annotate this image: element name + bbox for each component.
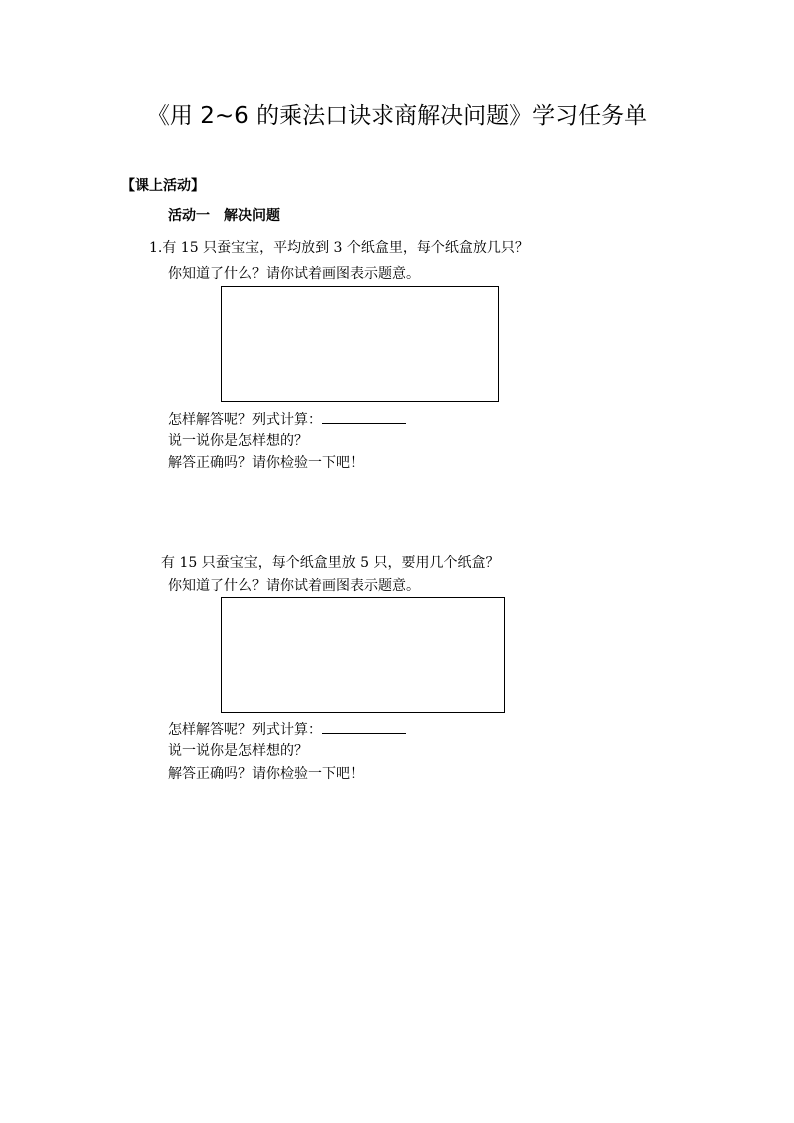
- problem2-prompt: 你知道了什么？请你试着画图表示题意。: [168, 578, 420, 594]
- problem1-calc-row: [168, 409, 406, 430]
- problem1-answer-blank[interactable]: [322, 409, 406, 424]
- problem1-calc-label: 怎样解答呢？列式计算：: [168, 412, 322, 428]
- problem1-drawing-box[interactable]: [221, 286, 499, 402]
- problem2-calc-label: 怎样解答呢？列式计算：: [168, 722, 322, 738]
- problem2-explain: 说一说你是怎样想的？: [168, 743, 308, 759]
- problem1-prompt: 你知道了什么？请你试着画图表示题意。: [168, 266, 420, 282]
- page-title: 《用 2~6 的乘法口诀求商解决问题》学习任务单: [146, 103, 648, 129]
- problem2-calc-row: [168, 719, 406, 740]
- problem2-answer-blank[interactable]: [322, 719, 406, 734]
- section-label: 【课上活动】: [121, 178, 205, 194]
- problem2-check: 解答正确吗？请你检验一下吧！: [168, 766, 364, 782]
- problem1-explain: 说一说你是怎样想的？: [168, 433, 308, 449]
- problem2-question: 有 15 只蚕宝宝，每个纸盒里放 5 只，要用几个纸盒？: [161, 555, 500, 571]
- problem2-drawing-box[interactable]: [221, 597, 505, 713]
- activity-label: 活动一 解决问题: [168, 208, 280, 224]
- problem1-check: 解答正确吗？请你检验一下吧！: [168, 455, 364, 471]
- problem1-question: 1.有 15 只蚕宝宝，平均放到 3 个纸盒里，每个纸盒放几只？: [149, 240, 529, 256]
